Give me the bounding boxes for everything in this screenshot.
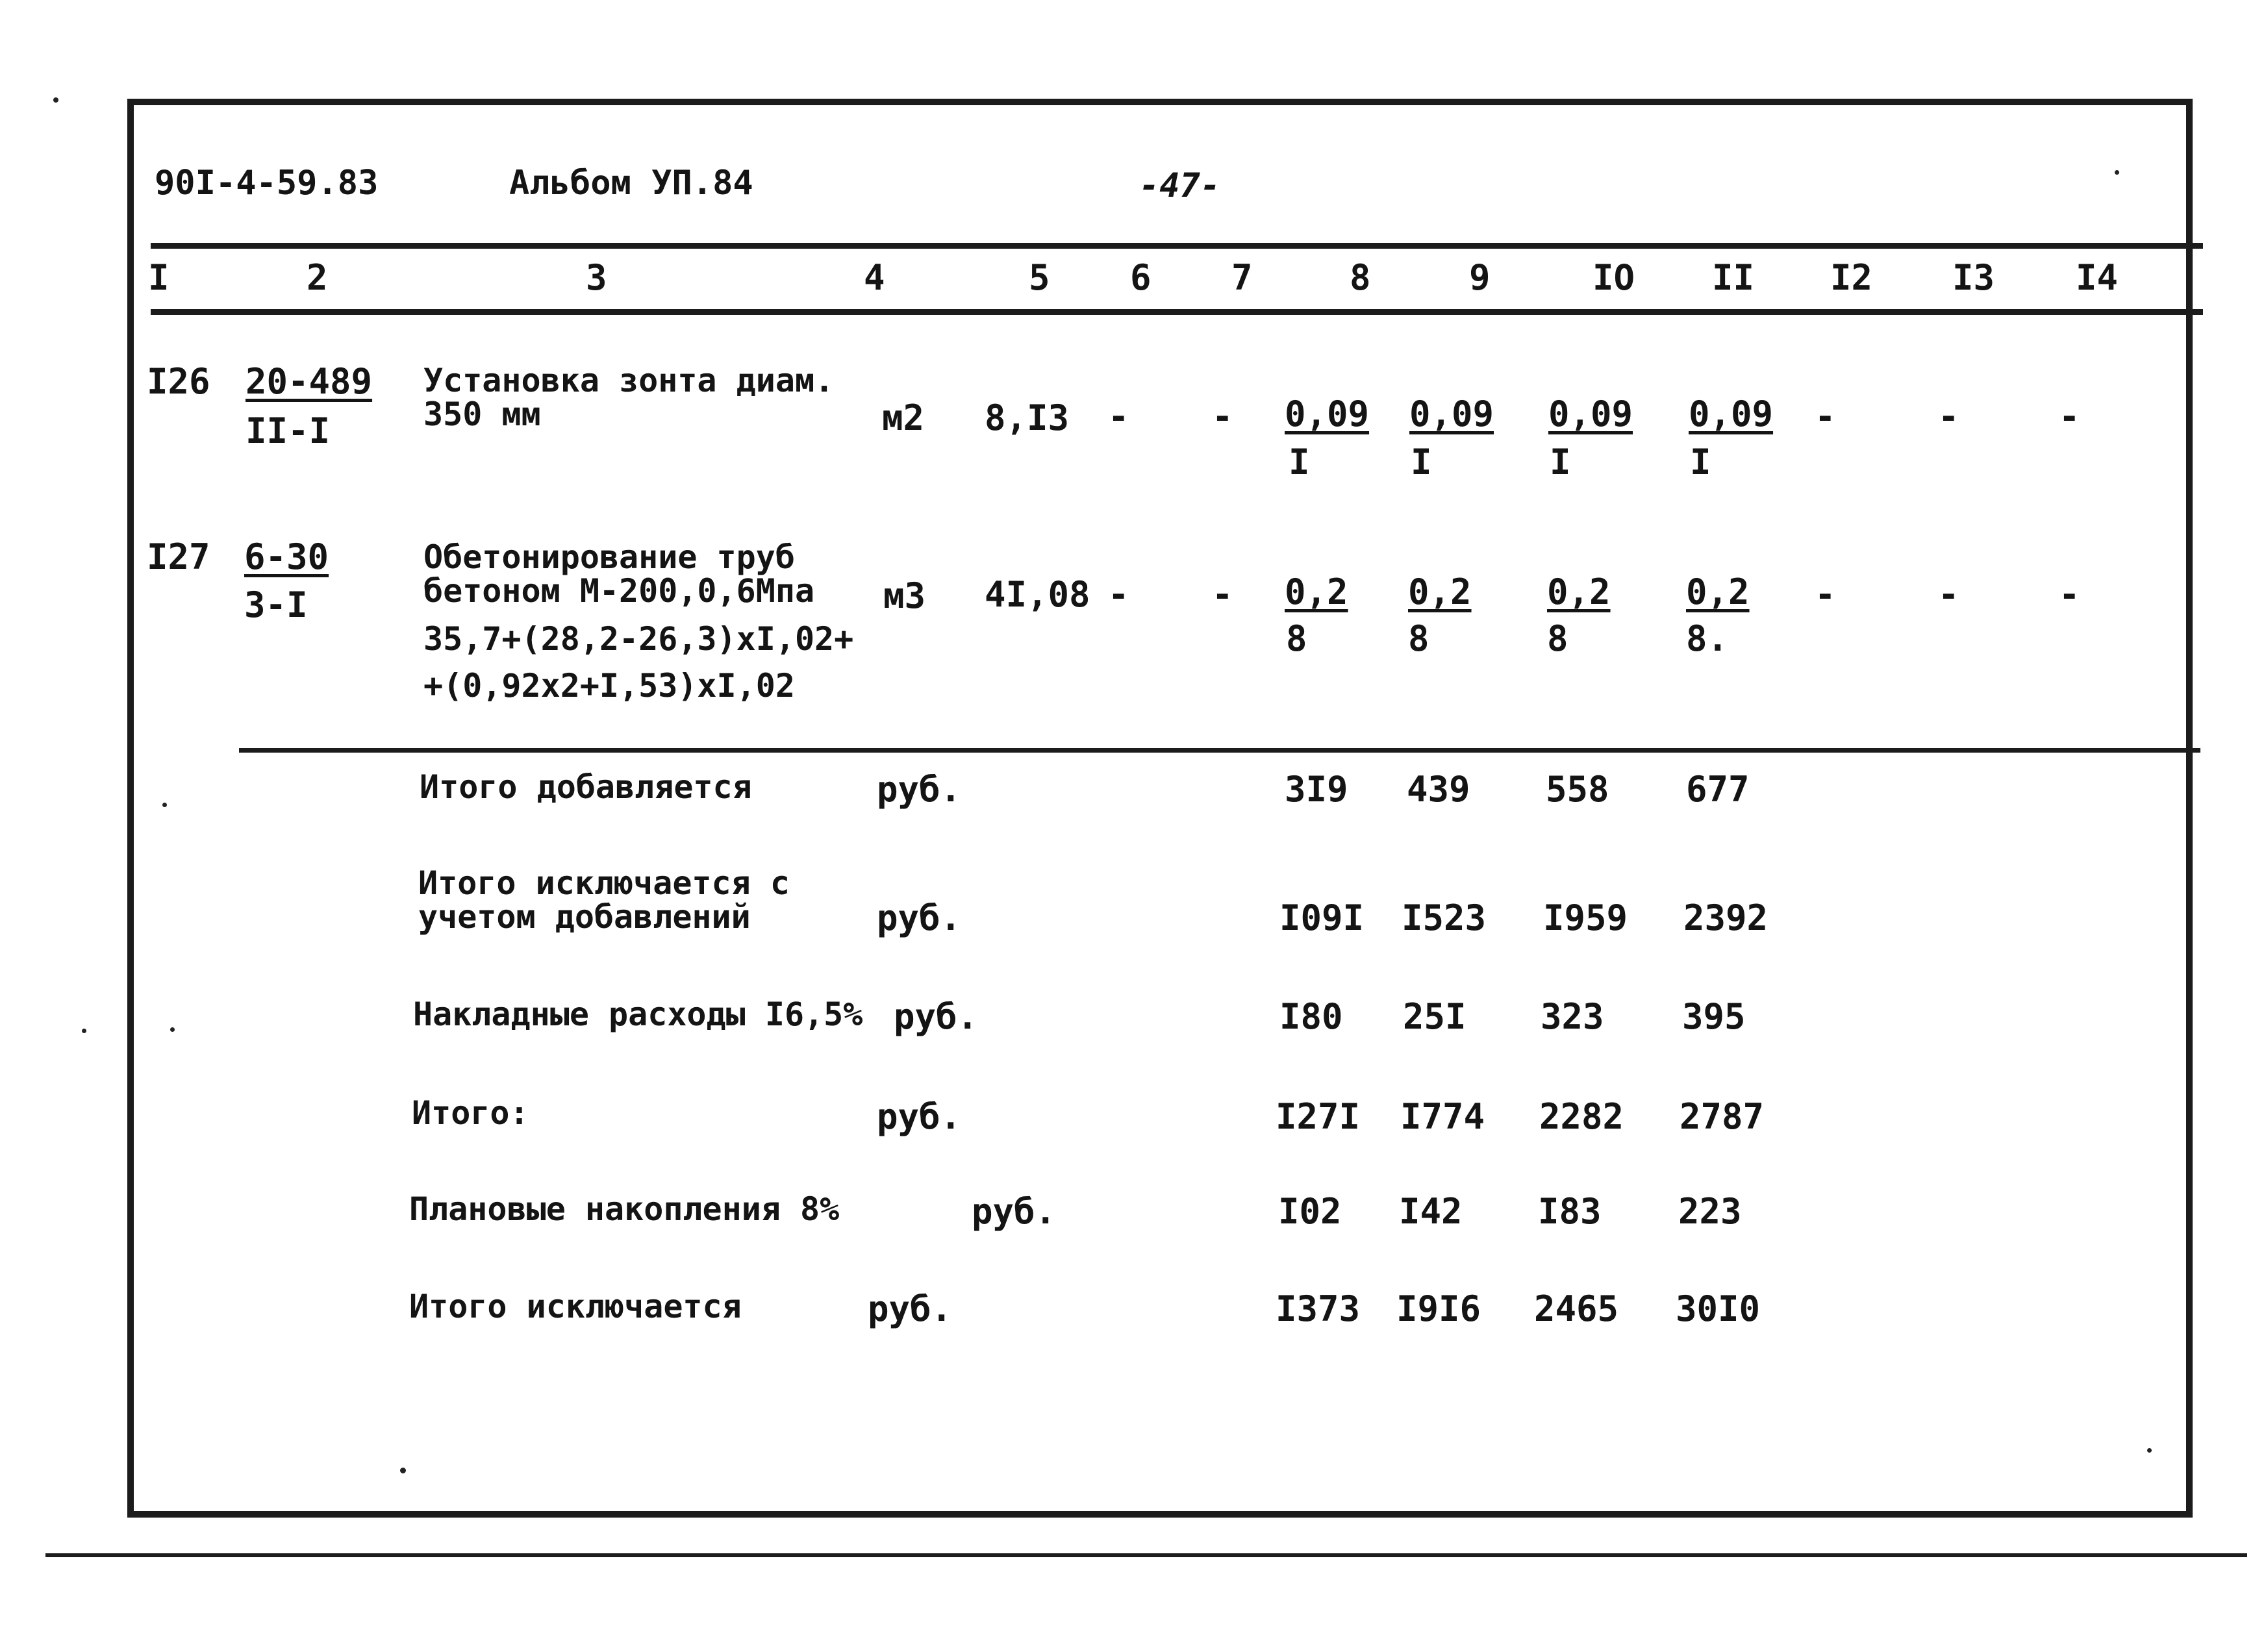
scan-speck: [82, 1029, 86, 1033]
col-header-10: IO: [1592, 257, 1635, 298]
col14-value: -: [2059, 574, 2080, 615]
total-col10: I959: [1543, 897, 1628, 938]
scan-speck: [2147, 1448, 2152, 1453]
unit: м2: [882, 397, 925, 438]
total-col9: I9I6: [1396, 1288, 1481, 1329]
col12-value: -: [1815, 396, 1836, 437]
work-description-line: 350 мм: [423, 395, 541, 433]
unit: м3: [883, 575, 926, 616]
total-col11: 30I0: [1676, 1288, 1761, 1329]
col13-value: -: [1938, 574, 1959, 615]
total-col9: 439: [1407, 769, 1470, 810]
work-description-line: Установка зонта диам.: [423, 362, 835, 399]
col-header-14: I4: [2076, 257, 2119, 298]
scan-speck: [2115, 170, 2119, 175]
col9-value: 0,2: [1408, 571, 1472, 612]
rate-code-sub: II-I: [245, 410, 331, 451]
scan-speck: [53, 97, 58, 103]
row-number: I26: [147, 361, 210, 402]
header-rule-bottom: [151, 309, 2203, 315]
col-header-11: II: [1712, 257, 1755, 298]
total-col10: I83: [1538, 1191, 1602, 1232]
col11-sub: I: [1690, 442, 1711, 482]
quantity: 8,I3: [985, 397, 1070, 438]
total-col8: 3I9: [1285, 769, 1348, 810]
col6-value: -: [1108, 574, 1129, 615]
footer-rule: [45, 1553, 2247, 1557]
total-col9: I42: [1399, 1191, 1463, 1232]
work-description-line: 35,7+(28,2-26,3)xI,02+: [423, 620, 854, 658]
total-label: учетом добавлений: [418, 898, 751, 936]
total-col11: 2392: [1683, 897, 1769, 938]
work-description-line: бетоном М-200,0,6Мпа: [423, 572, 815, 610]
total-unit: руб.: [877, 769, 962, 810]
col10-value: 0,2: [1547, 571, 1611, 612]
rate-code: 6-30: [244, 536, 329, 577]
rate-code: 20-489: [245, 361, 373, 402]
total-col9: I523: [1402, 897, 1487, 938]
work-description-line: Обетонирование труб: [423, 538, 795, 576]
total-col10: 323: [1541, 996, 1604, 1037]
total-col8: I373: [1276, 1288, 1361, 1329]
total-unit: руб.: [972, 1191, 1057, 1232]
col14-value: -: [2059, 396, 2080, 437]
scan-speck: [170, 1027, 175, 1032]
total-label: Накладные расходы I6,5%: [413, 995, 863, 1033]
row-number: I27: [147, 536, 210, 577]
col6-value: -: [1108, 396, 1129, 437]
album-title: Альбом УП.84: [509, 164, 753, 203]
total-col8: I02: [1278, 1191, 1342, 1232]
col-header-13: I3: [1952, 257, 1995, 298]
col9-value: 0,09: [1409, 394, 1494, 434]
col-header-3: 3: [586, 257, 607, 298]
col-header-1: I: [148, 257, 170, 298]
total-label: Итого:: [412, 1094, 529, 1132]
total-col11: 677: [1686, 769, 1750, 810]
total-col11: 395: [1682, 996, 1746, 1037]
col8-value: 0,09: [1285, 394, 1370, 434]
total-col10: 558: [1546, 769, 1609, 810]
document-code: 90I-4-59.83: [155, 164, 379, 203]
col-header-5: 5: [1029, 257, 1050, 298]
total-col8: I80: [1279, 996, 1343, 1037]
total-label: Итого исключается с: [418, 864, 790, 902]
total-col9: 25I: [1403, 996, 1467, 1037]
col8-value: 0,2: [1285, 571, 1348, 612]
col-header-12: I2: [1830, 257, 1873, 298]
scan-speck: [162, 803, 167, 807]
total-label: Итого исключается: [409, 1288, 742, 1325]
header-rule-top: [151, 243, 2203, 249]
total-unit: руб.: [877, 897, 962, 938]
col13-value: -: [1938, 396, 1959, 437]
total-unit: руб.: [877, 1096, 962, 1137]
col9-sub: I: [1411, 442, 1432, 482]
total-label: Плановые накопления 8%: [409, 1190, 840, 1228]
total-unit: руб.: [868, 1288, 953, 1329]
total-col9: I774: [1400, 1096, 1485, 1137]
scan-speck: [400, 1468, 406, 1473]
col8-sub: 8: [1286, 618, 1307, 659]
total-col10: 2282: [1539, 1096, 1624, 1137]
quantity: 4I,08: [985, 574, 1090, 615]
total-col8: I27I: [1276, 1096, 1361, 1137]
col11-sub: 8.: [1686, 618, 1729, 659]
total-col11: 223: [1678, 1191, 1742, 1232]
total-col8: I09I: [1279, 897, 1365, 938]
total-col10: 2465: [1534, 1288, 1619, 1329]
total-unit: руб.: [894, 996, 979, 1037]
col10-value: 0,09: [1548, 394, 1633, 434]
col-header-7: 7: [1231, 257, 1253, 298]
col9-sub: 8: [1408, 618, 1429, 659]
col10-sub: 8: [1547, 618, 1568, 659]
col10-sub: I: [1550, 442, 1571, 482]
totals-divider: [239, 748, 2200, 753]
col-header-4: 4: [864, 257, 885, 298]
col11-value: 0,2: [1686, 571, 1750, 612]
col-header-2: 2: [307, 257, 328, 298]
col7-value: -: [1212, 574, 1233, 615]
total-col11: 2787: [1680, 1096, 1765, 1137]
col8-sub: I: [1289, 442, 1310, 482]
col-header-8: 8: [1350, 257, 1371, 298]
total-label: Итого добавляется: [420, 768, 752, 806]
work-description-line: +(0,92x2+I,53)xI,02: [423, 667, 795, 705]
col-header-6: 6: [1130, 257, 1152, 298]
col7-value: -: [1212, 396, 1233, 437]
col12-value: -: [1815, 574, 1836, 615]
rate-code-sub: 3-I: [244, 584, 308, 625]
col-header-9: 9: [1469, 257, 1491, 298]
col11-value: 0,09: [1689, 394, 1774, 434]
page-number: -47-: [1139, 166, 1221, 205]
